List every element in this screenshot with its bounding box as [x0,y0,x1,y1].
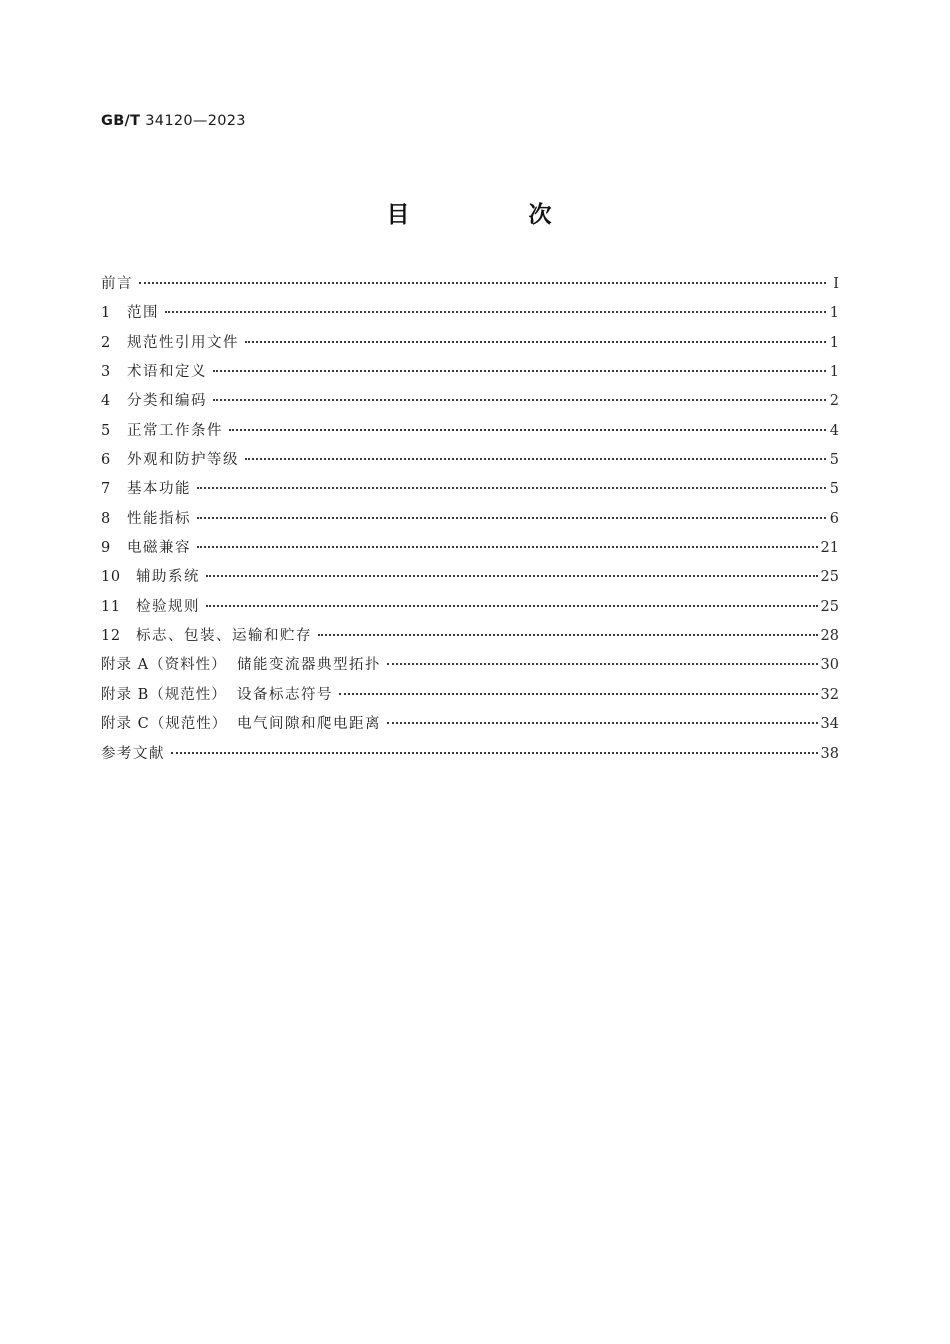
toc-entry[interactable] [101,507,839,536]
toc-entry-number: 12 [101,628,121,645]
toc-dot-leader [387,662,818,665]
toc-dot-leader [213,369,826,372]
toc-entry-number: 11 [101,598,121,615]
toc-entry-page-number: 1 [829,334,839,351]
toc-entry-page-number: Ⅰ [833,276,839,292]
toc-entry-number: 1 [101,305,111,322]
toc-entry-page-number: 25 [820,569,839,586]
toc-entry[interactable] [101,389,839,418]
toc-entry-label: 性能指标 [127,510,191,527]
standard-code-number: 34120—2023 [145,113,246,129]
toc-entry-label: 储能变流器典型拓扑 [237,657,381,674]
toc-entry-number: 4 [101,393,111,410]
toc-entry-annex-tag: 附录 C（规范性） [101,716,228,733]
toc-entry-label: 规范性引用文件 [127,334,239,351]
toc-entry-number: 9 [101,540,111,557]
toc-entry-page-number: 5 [829,452,839,469]
toc-entry[interactable] [101,653,839,682]
toc-entry-number: 2 [101,334,111,351]
toc-entry[interactable] [101,595,839,624]
toc-entry-label: 术语和定义 [127,364,207,381]
toc-entry-page-number: 25 [820,598,839,615]
toc-entry-label: 标志、包装、运输和贮存 [136,628,312,645]
toc-entry-label: 电气间隙和爬电距离 [237,716,381,733]
toc-entry-number: 5 [101,422,111,439]
toc-dot-leader [206,574,818,577]
toc-dot-leader [213,398,826,401]
toc-entry[interactable] [101,331,839,360]
toc-entry[interactable] [101,360,839,389]
toc-entry-annex-tag: 附录 B（规范性） [101,686,227,703]
table-of-contents [101,272,839,771]
toc-entry-page-number: 32 [820,686,839,703]
toc-entry[interactable] [101,742,839,771]
toc-entry-number: 6 [101,452,111,469]
toc-dot-leader [245,340,826,343]
toc-dot-leader [206,604,818,607]
toc-dot-leader [165,310,826,313]
toc-entry-page-number: 38 [820,745,839,762]
toc-entry-page-number: 5 [829,481,839,498]
toc-dot-leader [318,633,818,636]
toc-entry-page-number: 6 [829,510,839,527]
toc-dot-leader [387,721,818,724]
toc-entry[interactable] [101,624,839,653]
toc-entry-number: 10 [101,569,121,586]
toc-entry-label: 分类和编码 [127,393,207,410]
toc-entry[interactable] [101,301,839,330]
toc-entry-label: 辅助系统 [136,569,200,586]
toc-title: 目 次 [386,202,600,228]
toc-entry-page-number: 34 [820,716,839,733]
toc-entry[interactable] [101,477,839,506]
toc-entry[interactable] [101,448,839,477]
toc-entry-number: 7 [101,481,111,498]
toc-entry[interactable] [101,272,839,301]
toc-dot-leader [339,692,818,695]
toc-entry-number: 3 [101,364,111,381]
toc-dot-leader [139,281,826,284]
toc-entry-annex-tag: 附录 A（资料性） [101,657,227,674]
toc-dot-leader [245,457,826,460]
toc-entry-label: 外观和防护等级 [127,452,239,469]
toc-entry-page-number: 4 [829,422,839,439]
toc-entry-label: 参考文献 [101,745,165,762]
toc-entry[interactable] [101,565,839,594]
toc-entry[interactable] [101,536,839,565]
toc-entry-label: 前言 [101,276,133,292]
toc-entry-page-number: 2 [829,393,839,410]
toc-dot-leader [197,486,826,489]
toc-dot-leader [229,428,826,431]
toc-entry-number: 8 [101,510,111,527]
toc-dot-leader [197,545,818,548]
toc-entry-page-number: 28 [820,628,839,645]
toc-entry-label: 检验规则 [136,598,200,615]
toc-entry-label: 基本功能 [127,481,191,498]
toc-entry-page-number: 1 [829,305,839,322]
toc-entry[interactable] [101,683,839,712]
toc-entry-label: 正常工作条件 [127,422,223,439]
toc-entry-page-number: 1 [829,364,839,381]
toc-entry-label: 范围 [127,305,159,322]
standard-code [101,113,246,129]
toc-dot-leader [197,516,826,519]
toc-entry-label: 设备标志符号 [237,686,333,703]
toc-entry[interactable] [101,419,839,448]
toc-dot-leader [171,751,818,754]
toc-entry-label: 电磁兼容 [127,540,191,557]
standard-code-prefix: GB/T [101,113,141,129]
toc-entry[interactable] [101,712,839,741]
toc-entry-page-number: 30 [820,657,839,674]
toc-entry-page-number: 21 [820,540,839,557]
